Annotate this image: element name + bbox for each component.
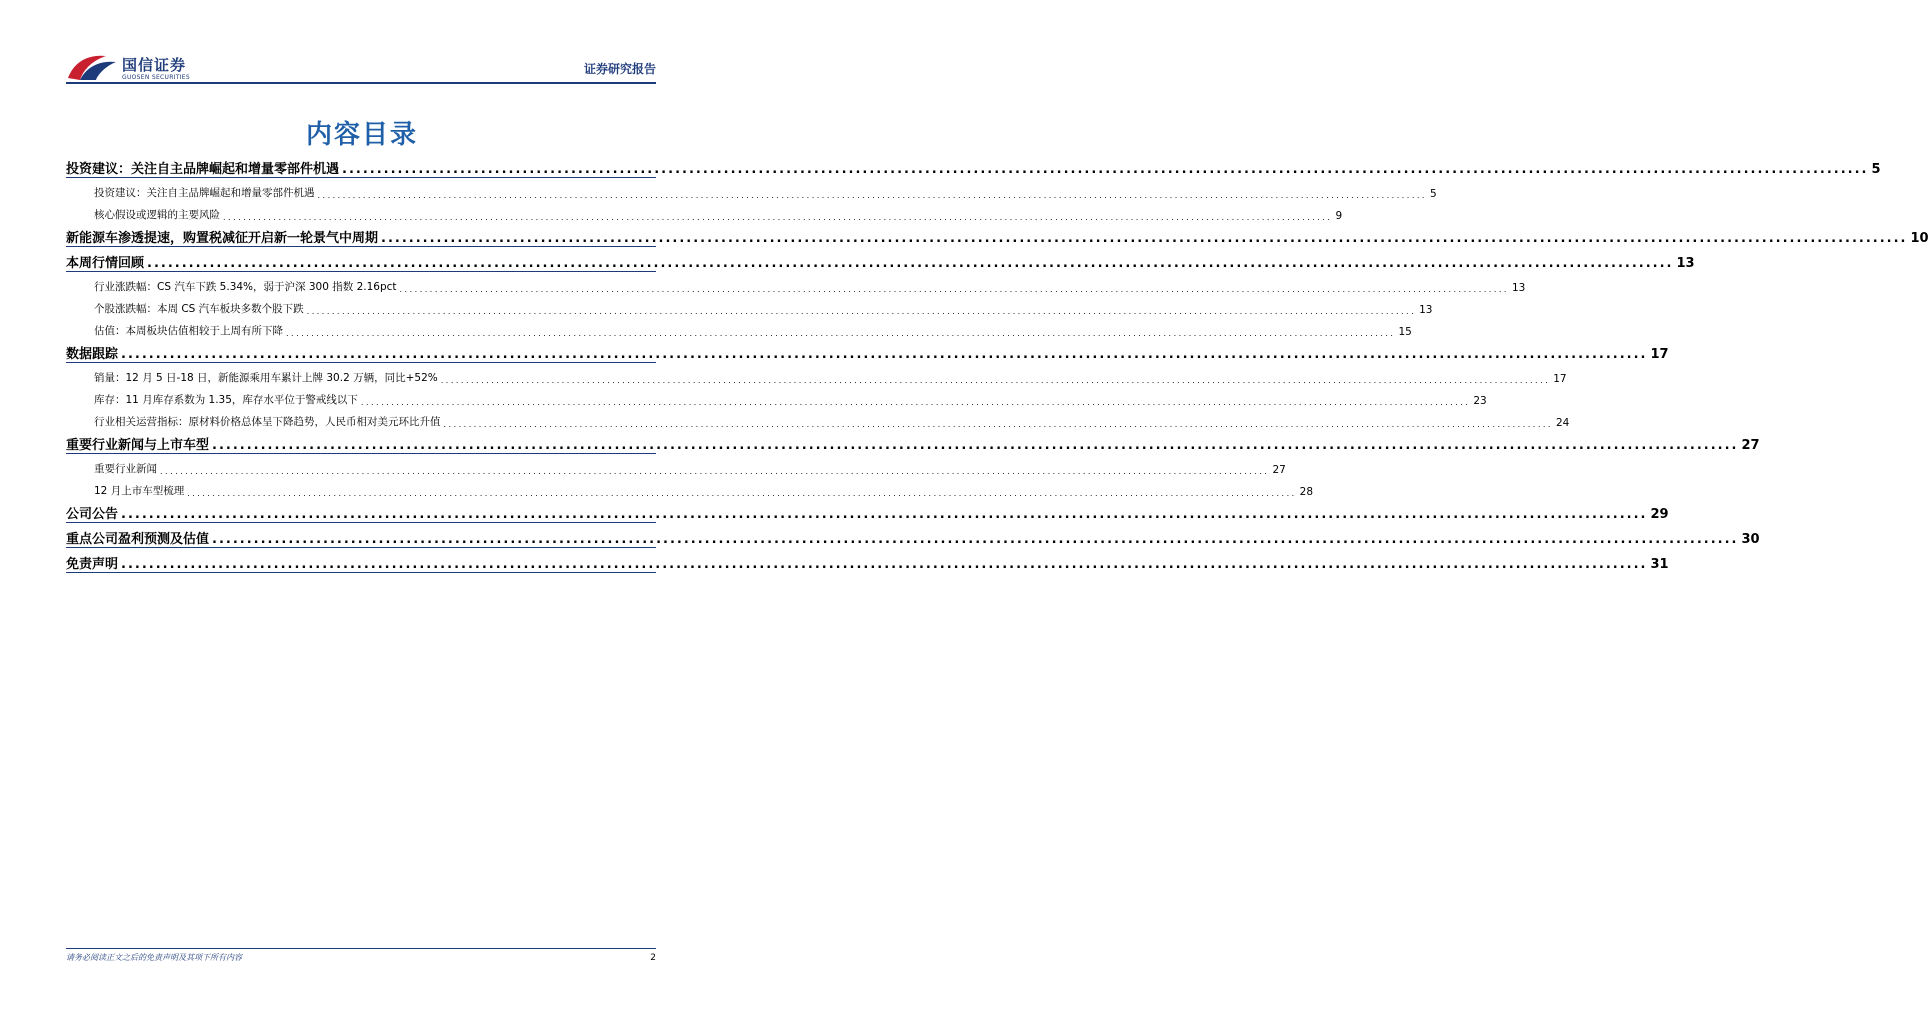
toc-leader-dots: ............................................................................................................................................................................................................................ (443, 420, 1553, 429)
toc-subsection-entry[interactable] (66, 178, 1437, 200)
toc-leader-dots: ............................................................................................................................................................................................................................ (360, 398, 1471, 407)
toc-entry-page: 31 (1650, 557, 1669, 572)
toc-leader-dots: ............................................................................................................................................................................................................................ (306, 307, 1417, 316)
toc-entry-title: 重要行业新闻 (94, 463, 157, 475)
toc-entry-page: 29 (1650, 507, 1669, 522)
toc-leader-dots: ............................................................................................................................................................................................................................ (317, 191, 1427, 200)
toc-leader-dots: ............................................................................................................................................................................................................................ (121, 347, 1648, 362)
toc-entry-title: 公司公告 (66, 507, 119, 522)
toc-entry-title: 数据跟踪 (66, 347, 119, 362)
toc-subsection-entry[interactable] (66, 476, 1314, 498)
toc-leader-dots: ............................................................................................................................................................................................................................ (286, 329, 1396, 338)
toc-entry-title: 销量：12 月 5 日-18 日，新能源乘用车累计上牌 30.2 万辆，同比+52% (94, 372, 438, 384)
toc-entry-title: 核心假设或逻辑的主要风险 (94, 209, 220, 221)
toc-section-entry[interactable] (66, 498, 1669, 523)
toc-entry-page: 30 (1741, 532, 1760, 547)
toc-section-entry[interactable] (66, 153, 1881, 178)
toc-subsection-entry[interactable] (66, 385, 1487, 407)
toc-entry-title: 行业涨跌幅：CS 汽车下跌 5.34%，弱于沪深 300 指数 2.16pct (94, 281, 397, 293)
toc-leader-dots: ............................................................................................................................................................................................................................ (399, 285, 1509, 294)
toc-entry-title: 免责声明 (66, 557, 119, 572)
guosen-logo (66, 50, 206, 86)
toc-section-entry[interactable] (66, 548, 1669, 573)
toc-entry-page: 5 (1429, 188, 1437, 200)
toc-entry-title: 投资建议：关注自主品牌崛起和增量零部件机遇 (94, 187, 315, 199)
toc-leader-dots: ............................................................................................................................................................................................................................ (160, 467, 1270, 476)
page-number: 2 (650, 953, 656, 963)
toc-subsection-entry[interactable] (66, 272, 1526, 294)
toc-leader-dots: ............................................................................................................................................................................................................................ (147, 256, 1674, 271)
toc-subsection-entry[interactable] (66, 316, 1412, 338)
toc-entry-page: 24 (1555, 417, 1570, 429)
footer-divider (66, 948, 656, 949)
toc-leader-dots: ............................................................................................................................................................................................................................ (342, 162, 1869, 177)
toc-section-entry[interactable] (66, 429, 1760, 454)
toc-subsection-entry[interactable] (66, 454, 1286, 476)
toc-entry-title: 行业相关运营指标：原材料价格总体呈下降趋势，人民币相对美元环比升值 (94, 416, 441, 428)
toc-entry-page: 27 (1741, 438, 1760, 453)
toc-section-entry[interactable] (66, 523, 1760, 548)
toc-subsection-entry[interactable] (66, 407, 1570, 429)
toc-subsection-entry[interactable] (66, 200, 1343, 222)
guosen-logo-icon (66, 52, 118, 82)
toc-entry-title: 本周行情回顾 (66, 256, 145, 271)
toc-entry-page: 5 (1871, 162, 1881, 177)
toc-title: 内容目录 (305, 120, 418, 150)
toc-entry-page: 17 (1553, 373, 1567, 385)
toc-entry-title: 投资建议：关注自主品牌崛起和增量零部件机遇 (66, 162, 340, 177)
toc-leader-dots: ............................................................................................................................................................................................................................ (121, 557, 1648, 572)
toc-leader-dots: ............................................................................................................................................................................................................................ (187, 489, 1297, 498)
toc-entry-page: 10 (1910, 231, 1929, 246)
toc-entry-title: 重点公司盈利预测及估值 (66, 532, 210, 547)
toc-entry-title: 库存：11 月库存系数为 1.35，库存水平位于警戒线以下 (94, 394, 358, 406)
toc-entry-page: 28 (1299, 486, 1314, 498)
toc-entry-page: 17 (1650, 347, 1669, 362)
toc-entry-title: 新能源车渗透提速，购置税减征开启新一轮景气中周期 (66, 231, 379, 246)
table-of-contents (66, 153, 1929, 573)
toc-leader-dots: ............................................................................................................................................................................................................................ (440, 376, 1551, 385)
logo-en-text: GUOSEN SECURITIES (122, 74, 191, 81)
toc-entry-page: 27 (1272, 464, 1286, 476)
toc-leader-dots: ............................................................................................................................................................................................................................ (121, 507, 1648, 522)
document-type-label: 证券研究报告 (583, 62, 656, 76)
toc-leader-dots: ............................................................................................................................................................................................................................ (223, 213, 1333, 222)
toc-entry-page: 23 (1473, 395, 1487, 407)
disclaimer-note: 请务必阅读正文之后的免责声明及其项下所有内容 (66, 953, 242, 962)
toc-section-entry[interactable] (66, 247, 1695, 272)
toc-entry-page: 9 (1335, 210, 1343, 222)
toc-subsection-entry[interactable] (66, 363, 1567, 385)
toc-entry-page: 15 (1398, 326, 1412, 338)
report-header (66, 46, 656, 86)
logo-cn-text: 国信证券 (122, 56, 187, 74)
toc-entry-page: 13 (1511, 282, 1526, 294)
toc-entry-title: 个股涨跌幅：本周 CS 汽车板块多数个股下跌 (94, 303, 304, 315)
toc-leader-dots: ............................................................................................................................................................................................................................ (381, 231, 1908, 246)
header-divider (66, 82, 656, 84)
toc-subsection-entry[interactable] (66, 294, 1433, 316)
toc-leader-dots: ............................................................................................................................................................................................................................ (212, 532, 1739, 547)
toc-entry-title: 重要行业新闻与上市车型 (66, 438, 210, 453)
toc-entry-title: 12 月上市车型梳理 (94, 485, 185, 497)
toc-section-entry[interactable] (66, 338, 1669, 363)
toc-entry-title: 估值：本周板块估值相较于上周有所下降 (94, 325, 283, 337)
toc-entry-page: 13 (1419, 304, 1433, 316)
toc-leader-dots: ............................................................................................................................................................................................................................ (212, 438, 1739, 453)
toc-entry-page: 13 (1676, 256, 1695, 271)
toc-section-entry[interactable] (66, 222, 1929, 247)
